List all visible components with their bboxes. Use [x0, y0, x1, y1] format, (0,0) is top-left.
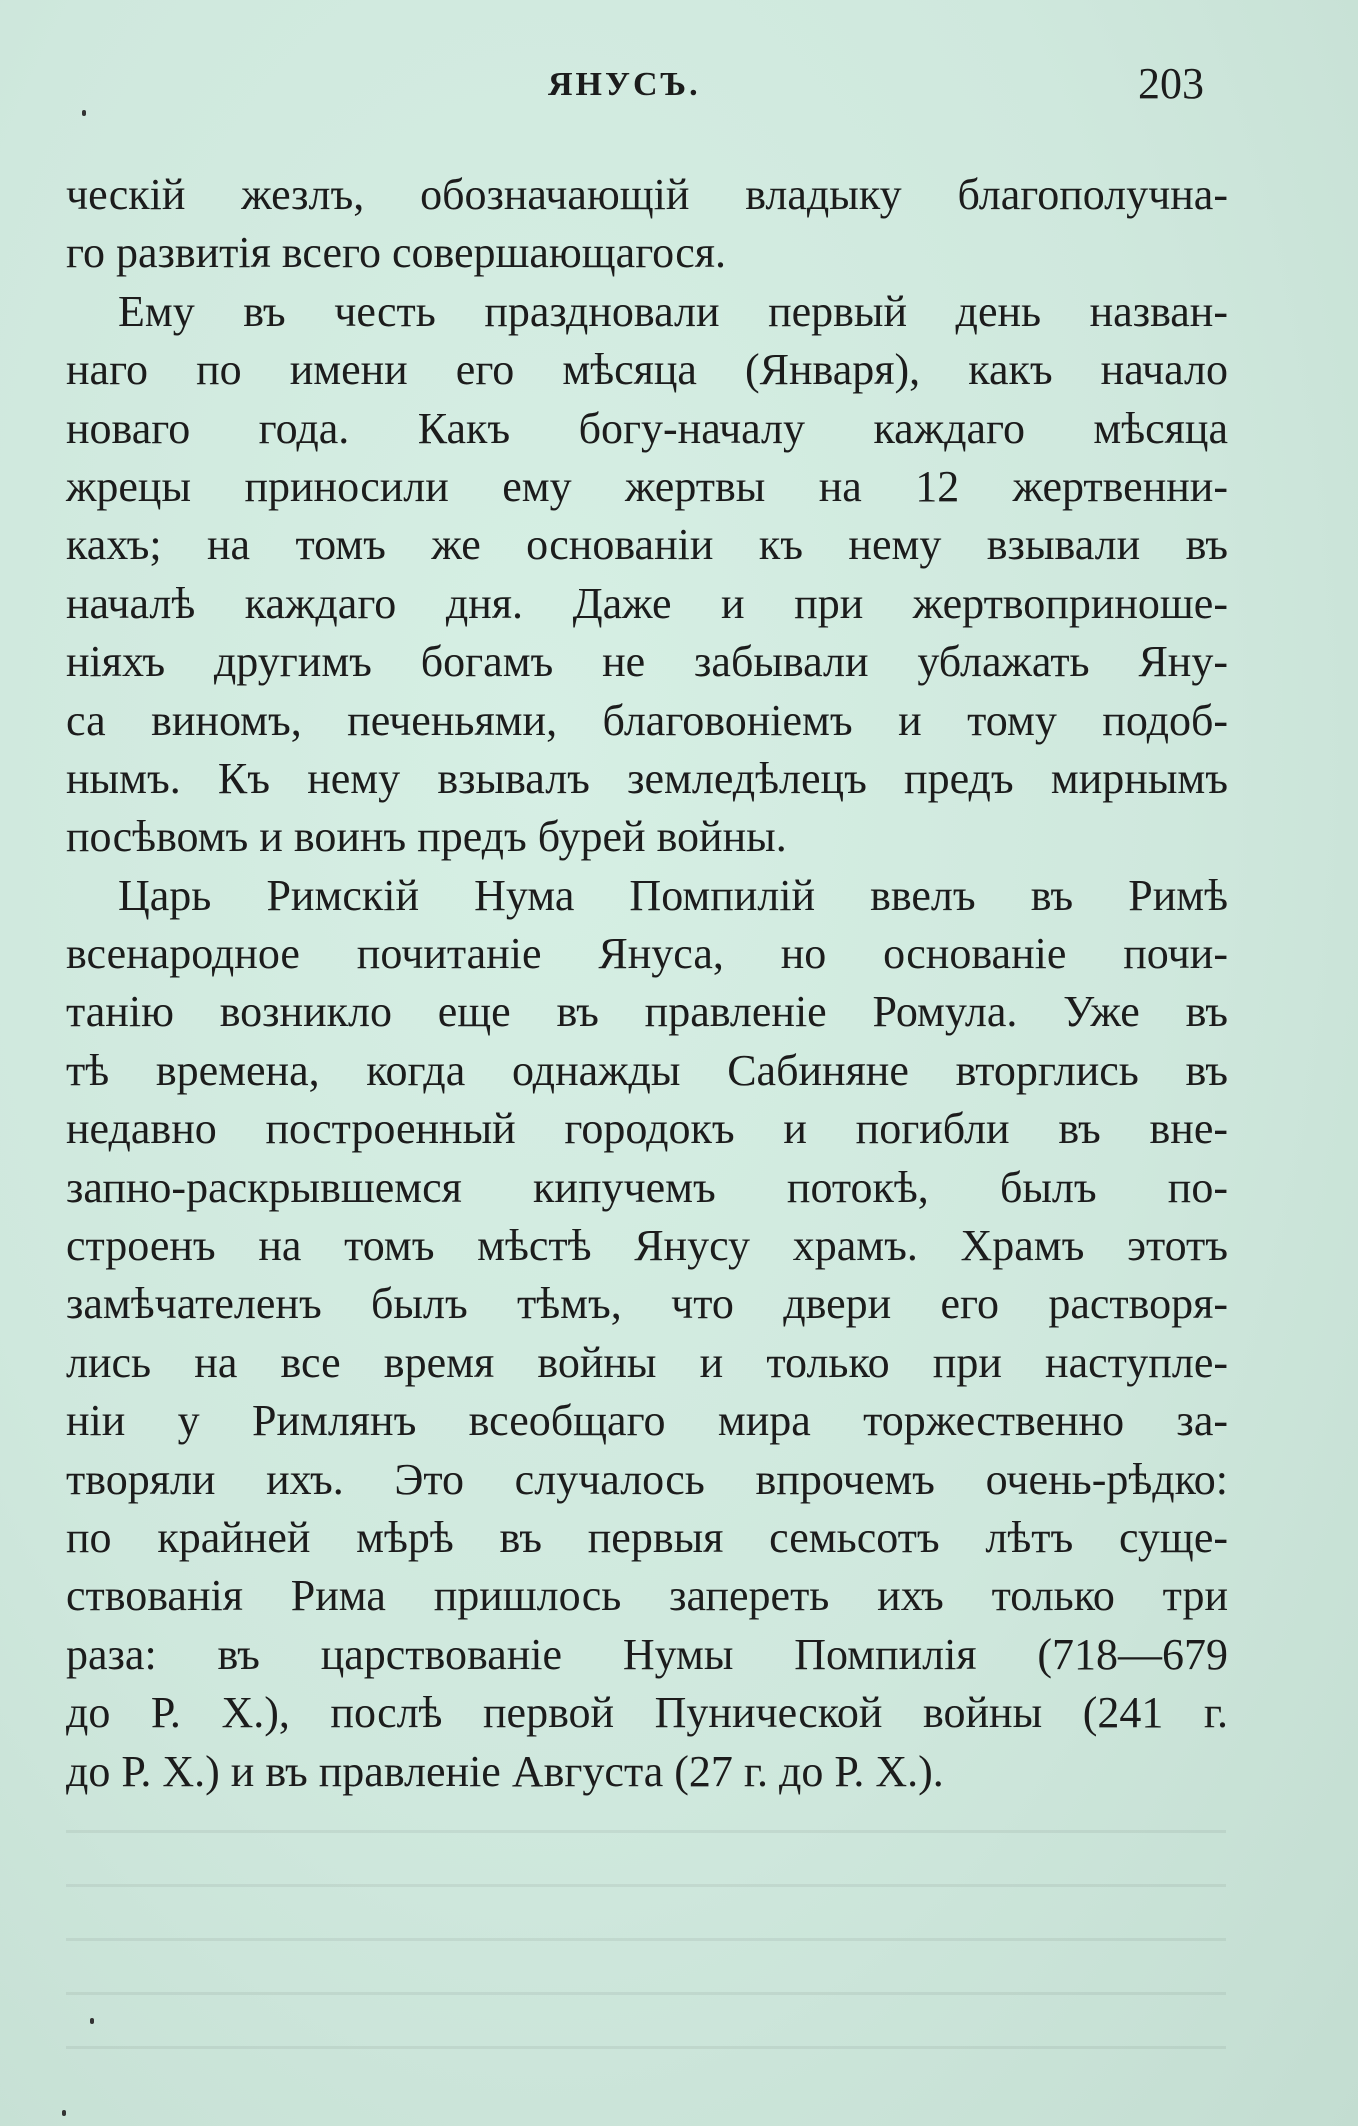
text-line: ніи у Римлянъ всеобщаго мира торжественно за- — [66, 1396, 1228, 1446]
text-line: строенъ на томъ мѣстѣ Янусу храмъ. Храмъ этотъ — [66, 1221, 1228, 1271]
text-line: танію возникло еще въ правленіе Ромула. Уже въ — [66, 987, 1228, 1037]
body-text — [66, 166, 1228, 1801]
text-line: недавно построенный городокъ и погибли въ вне- — [66, 1104, 1228, 1154]
text-line: Царь Римскій Нума Помпилій ввелъ въ Римѣ — [118, 870, 1228, 920]
text-line: до Р. Х.), послѣ первой Пунической войны (241 г. — [66, 1688, 1228, 1738]
text-line: творяли ихъ. Это случалось впрочемъ очень-рѣдко: — [66, 1454, 1228, 1504]
text-line: новаго года. Какъ богу-началу каждаго мѣсяца — [66, 403, 1228, 453]
text-line: тѣ времена, когда однажды Сабиняне вторглись въ — [66, 1045, 1228, 1095]
page-number: 203 — [1138, 59, 1204, 108]
running-head-title: ЯНУСЪ. — [548, 66, 701, 103]
text-line: са виномъ, печеньями, благовоніемъ и тому подоб- — [66, 695, 1228, 745]
text-line: кахъ; на томъ же основаніи къ нему взывали въ — [66, 520, 1228, 570]
text-line: Ему въ честь праздновали первый день назван- — [118, 286, 1228, 336]
text-line: началѣ каждаго дня. Даже и при жертвоприноше- — [66, 578, 1228, 628]
ink-speck — [90, 2018, 94, 2024]
text-line: раза: въ царствованіе Нумы Помпилія (718—679 — [66, 1629, 1228, 1679]
text-line: ствованія Рима пришлось запереть ихъ только три — [66, 1571, 1228, 1621]
text-line: жрецы приносили ему жертвы на 12 жертвенни- — [66, 461, 1228, 511]
text-line: наго по имени его мѣсяца (Января), какъ начало — [66, 345, 1228, 395]
running-head — [0, 58, 1358, 118]
text-line: до Р. Х.) и въ правленіе Августа (27 г. до Р. Х.). — [66, 1746, 944, 1796]
ink-speck — [62, 2110, 66, 2116]
text-line: посѣвомъ и воинъ предъ бурей войны. — [66, 812, 787, 862]
text-line: всенародное почитаніе Януса, но основаніе почи- — [66, 929, 1228, 979]
text-line: замѣчателенъ былъ тѣмъ, что двери его растворя- — [66, 1279, 1228, 1329]
text-line: ніяхъ другимъ богамъ не забывали ублажать Яну- — [66, 637, 1228, 687]
bleed-through-texture — [66, 1830, 1226, 2060]
text-line: го развитія всего совершающагося. — [66, 228, 727, 278]
text-line: лись на все время войны и только при наступле- — [66, 1337, 1228, 1387]
text-line: по крайней мѣрѣ въ первыя семьсотъ лѣтъ суще- — [66, 1512, 1228, 1562]
text-line: нымъ. Къ нему взывалъ земледѣлецъ предъ мирнымъ — [66, 753, 1228, 803]
text-line: ческій жезлъ, обозначающій владыку благополучна- — [66, 170, 1228, 219]
ink-speck — [82, 110, 86, 116]
text-line: запно-раскрывшемся кипучемъ потокѣ, былъ по- — [66, 1162, 1228, 1212]
